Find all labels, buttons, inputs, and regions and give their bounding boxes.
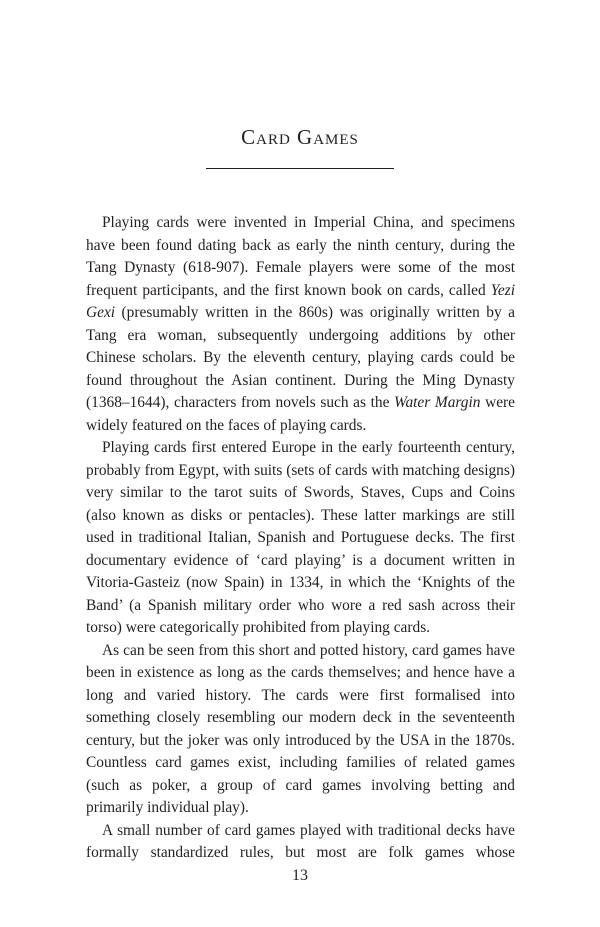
book-title-emphasis: Yezi Gexi	[86, 281, 515, 321]
paragraph	[86, 212, 515, 437]
novel-title-emphasis: Water Margin	[394, 394, 481, 411]
page-number: 13	[292, 867, 308, 884]
body-text	[86, 212, 515, 865]
paragraph	[86, 437, 515, 640]
paragraph-text: A small number of card games played with traditional decks have formally standardized rules, but most are folk games whose	[86, 821, 515, 861]
paragraph	[86, 640, 515, 820]
paragraph-text: Playing cards first entered Europe in the early fourteenth century, probably from Egypt, with suits (sets of cards with matching designs) very similar to the tarot suits of Swords, Staves, Cups and Coins (also known as disks or pentacles). These latter markings are still used in traditional Italian, Spanish and Portuguese decks. The first documentary evidence of ‘card playing’ is a document written in Vitoria-Gasteiz (now Spain) in 1334, in which the ‘Knights of the Band’ (a Spanish military order who wore a red sash across their torso) were categorically prohibited from playing cards.	[86, 439, 515, 636]
paragraph-text: As can be seen from this short and potted history, card games have been in existence as long as the cards themselves; and hence have a long and varied history. The cards were first formalised into something closely resembling our modern deck in the seventeenth century, but the joker was only introduced by the USA in the 1870s. Countless card games exist, including families of related games (such as poker, a group of card games involving betting and primarily individual play).	[86, 641, 515, 816]
paragraph-text: Playing cards were invented in Imperial China, and specimens have been found dating back as early the ninth century, during the Tang Dynasty (618-907). Female players were some of the most frequent participants, and the first known book on cards, called	[86, 214, 515, 299]
paragraph-text: were widely featured on the faces of playing cards.	[86, 394, 516, 434]
title-underline-rule	[206, 168, 394, 169]
paragraph-text: (presumably written in the 860s) was originally written by a Tang era woman, subsequently undergoing additions by other Chinese scholars. By the eleventh century, playing cards could be found throughout the Asian continent. During the Ming Dynasty (1368–1644), characters from novels such as the	[86, 304, 515, 411]
chapter-title: Card Games	[241, 125, 359, 149]
paragraph	[86, 820, 515, 865]
